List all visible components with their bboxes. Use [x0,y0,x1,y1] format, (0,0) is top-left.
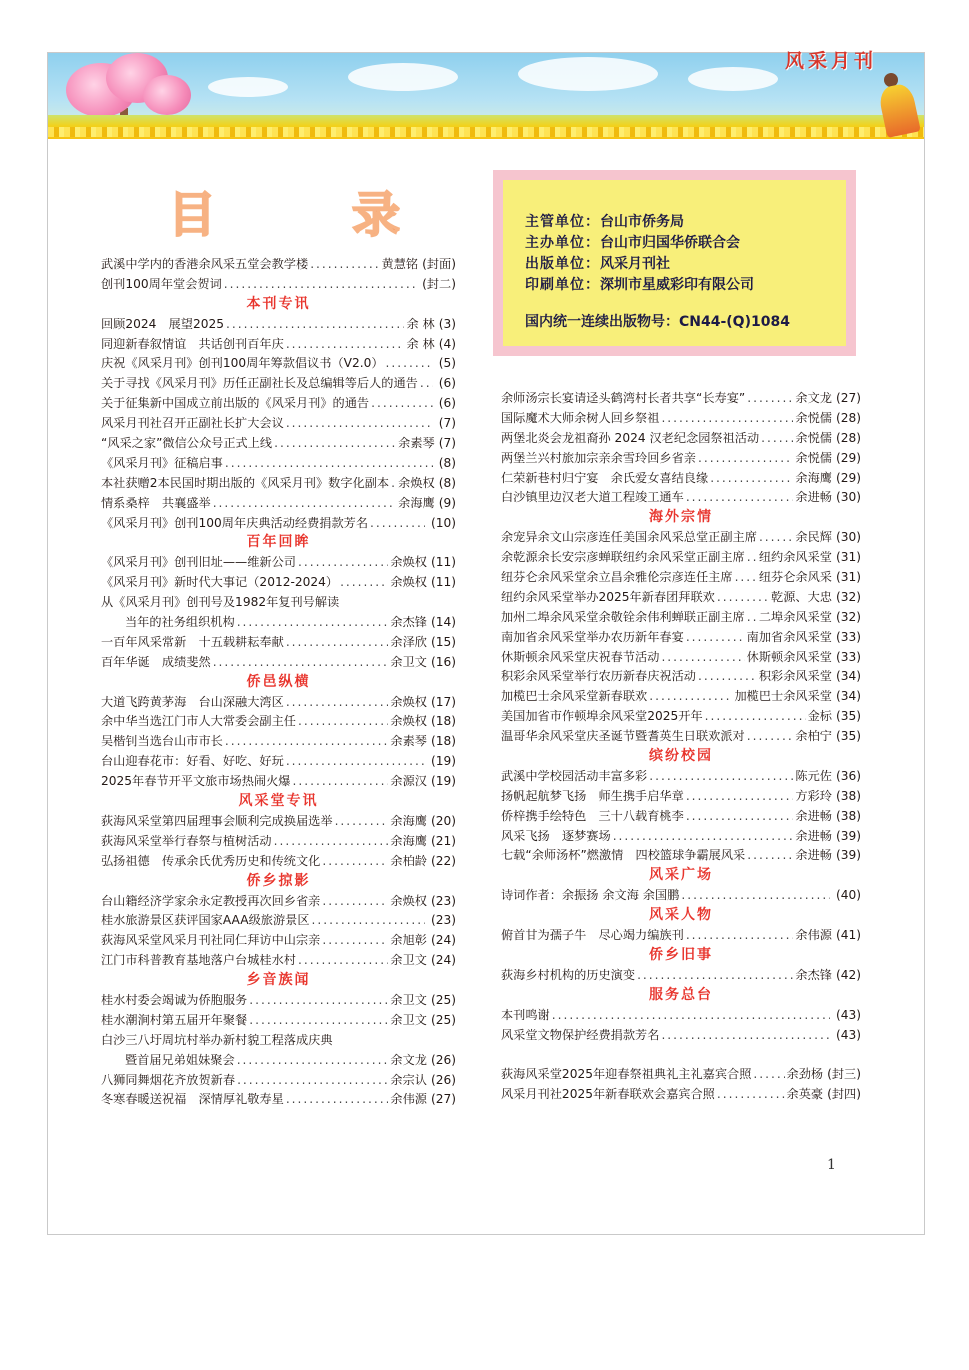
toc-left-column [101,255,456,1110]
supervisor-row: 主管单位：台山市侨务局 [525,214,684,230]
toc-entry[interactable]: 南加省余风采堂举办农历新年春宴 ..... 南加省余风采堂 (33) [501,628,861,648]
toc-entry[interactable]: 休斯顿余风采堂庆祝春节活动 ..... 休斯顿余风采堂 (33) [501,648,861,668]
toc-entry[interactable]: 本社获赠2本民国时期出版的《风采月刊》数字化副本 ..... 余焕权 (8) [101,474,456,494]
toc-entry[interactable]: 江门市科普教育基地落户台城桂水村 ..... 余卫文 (24) [101,951,456,971]
toc-entry[interactable]: 大道飞跨黄茅海 台山深融大湾区 ..... 余焕权 (17) [101,693,456,713]
toc-entry[interactable]: 余中华当选江门市人大常委会副主任 ..... 余焕权 (18) [101,712,456,732]
toc-entry[interactable]: 2025年春节开平文旅市场热闹火爆 ..... 余源汉 (19) [101,772,456,792]
toc-entry[interactable]: 风采月刊社2025年新春联欢会嘉宾合照 ..... 余英豪 (封四) [501,1085,861,1105]
section-heading: 百年回眸 [246,534,311,551]
toc-entry[interactable]: 同迎新春叙情谊 共话创刊百年庆 ..... 余 林 (4) [101,335,456,355]
toc-entry[interactable]: 七载“余师汤杯”燃激情 四校篮球争霸展风采 ..... 余进畅 (39) [501,846,861,866]
toc-right-column [501,389,861,1105]
toc-entry[interactable]: 桂水旅游景区获评国家AAA级旅游景区 ..... (23) [101,911,456,931]
toc-entry[interactable]: 两堡兰兴村旅加宗亲余雪玲回乡省亲 ..... 余悦儒 (29) [501,449,861,469]
toc-entry[interactable]: 《风采月刊》创刊旧址——维新公司 ..... 余焕权 (11) [101,553,456,573]
toc-entry[interactable]: 荻海乡村机构的历史演变 ..... 余杰锋 (42) [501,966,861,986]
toc-entry[interactable]: 弘扬祖德 传承余氏优秀历史和传统文化 ..... 余柏龄 (22) [101,852,456,872]
toc-entry[interactable]: 纽约余风采堂举办2025年新春团拜联欢 ..... 乾源、大忠 (32) [501,588,861,608]
page-number: 1 [827,1157,836,1173]
toc-entry[interactable]: 温哥华余风采堂庆圣诞节暨耆英生日联欢派对 ..... 余柏宁 (35) [501,727,861,747]
toc-entry[interactable]: 《风采月刊》新时代大事记（2012-2024） ..... 余焕权 (11) [101,573,456,593]
toc-entry[interactable]: 仁荣新巷村归宁宴 余氏爱女喜结良缘 ..... 余海鹰 (29) [501,469,861,489]
toc-entry[interactable]: 加榄巴士余风采堂新春联欢 ..... 加榄巴士余风采堂 (34) [501,687,861,707]
toc-entry[interactable]: “风采之家”微信公众号正式上线 ..... 余素琴 (7) [101,434,456,454]
section-heading: 海外宗情 [649,509,713,526]
toc-entry[interactable]: 国际魔术大师余树人回乡祭祖 ..... 余悦儒 (28) [501,409,861,429]
toc-entry[interactable]: 当年的社务组织机构 ..... 余杰锋 (14) [101,613,456,633]
toc-entry[interactable]: 本刊鸣谢 ..... (43) [501,1006,861,1026]
section-heading: 缤纷校园 [649,748,713,765]
toc-entry[interactable]: 侨梓携手绘特色 三十八载育桃李 ..... 余进畅 (38) [501,807,861,827]
toc-entry[interactable]: 余宠异余文山宗彦连任美国余风采总堂正副主席 ..... 余民辉 (30) [501,528,861,548]
toc-title-char-2: 录 [351,186,400,243]
section-heading: 风采广场 [649,867,713,884]
toc-entry[interactable]: 白沙镇里边汉老大道工程竣工通车 ..... 余进畅 (30) [501,488,861,508]
toc-entry[interactable]: 八狮同舞烟花齐放贺新春 ..... 余宗认 (26) [101,1071,456,1091]
toc-entry[interactable]: 俯首甘为孺子牛 尽心竭力编族刊 ..... 余伟源 (41) [501,926,861,946]
toc-entry[interactable]: 百年华诞 成绩斐然 ..... 余卫文 (16) [101,653,456,673]
toc-entry[interactable]: 加州二埠余风采堂余敬铨余伟利蝉联正副主席 ..... 二埠余风采堂 (32) [501,608,861,628]
section-heading: 服务总台 [649,986,713,1003]
toc-entry[interactable]: 暨首届兄弟姐妹聚会 ..... 余文龙 (26) [101,1051,456,1071]
toc-entry[interactable]: 庆祝《风采月刊》创刊100周年筹款倡议书（V2.0） ..... (5) [101,354,456,374]
section-heading: 风采人物 [649,907,713,924]
section-heading: 本刊专讯 [246,295,311,312]
spacer [501,1045,861,1065]
toc-entry[interactable]: 扬帆起航梦飞扬 师生携手启华章 ..... 方彩玲 (38) [501,787,861,807]
toc-entry[interactable]: 武溪中学内的香港余风采五堂会教学楼 ..... 黄慧铭 (封面) [101,255,456,275]
toc-entry[interactable]: 回顾2024 展望2025 ..... 余 林 (3) [101,315,456,335]
toc-entry[interactable]: 吴楷钊当选台山市市长 ..... 余素琴 (18) [101,732,456,752]
toc-entry[interactable]: 关于寻找《风采月刊》历任正副社长及总编辑等后人的通告 ..... (6) [101,374,456,394]
section-heading: 侨邑纵横 [246,673,311,690]
toc-entry[interactable]: 台山迎春花市：好看、好吃、好玩 ..... (19) [101,752,456,772]
toc-entry[interactable]: 武溪中学校园活动丰富多彩 ..... 陈元佐 (36) [501,767,861,787]
toc-entry[interactable]: 余师汤宗长宴请迳头鹤湾村长者共享“长寿宴” ..... 余文龙 (27) [501,389,861,409]
toc-entry[interactable]: 情系桑梓 共襄盛举 ..... 余海鹰 (9) [101,494,456,514]
toc-entry[interactable]: 创刊100周年堂会贺词 ..... (封二) [101,275,456,295]
toc-title-char-1: 目 [168,186,217,243]
sponsor-row: 主办单位：台山市归国华侨联合会 [525,235,740,251]
toc-entry[interactable]: 风采飞扬 逐梦赛场 ..... 余进畅 (39) [501,827,861,847]
toc-entry[interactable]: 台山籍经济学家余永定教授再次回乡省亲 ..... 余焕权 (23) [101,892,456,912]
toc-entry[interactable]: 诗词作者：余振扬 余文海 余国鹏 ..... (40) [501,886,861,906]
toc-entry[interactable]: 美国加省市作顿埠余风采堂2025开年 ..... 金标 (35) [501,707,861,727]
section-heading: 侨乡掠影 [246,872,311,889]
section-heading: 侨乡旧事 [649,946,713,963]
toc-entry[interactable]: 荻海风采堂2025年迎春祭祖典礼主礼嘉宾合照 ..... 余劲杨 (封三) [501,1065,861,1085]
publication-info-box [493,170,856,356]
toc-entry[interactable]: 荻海风采堂举行春祭与植树活动 ..... 余海鹰 (21) [101,832,456,852]
toc-entry[interactable]: 风采堂文物保护经费捐款芳名 ..... (43) [501,1026,861,1046]
section-heading: 风采堂专讯 [238,793,319,810]
cn-number-row: 国内统一连续出版物号：CN44-(Q)1084 [525,314,790,330]
section-heading: 乡音族闻 [246,972,311,989]
toc-entry-title-line[interactable]: 从《风采月刊》创刊号及1982年复刊号解读 [101,595,340,610]
magazine-brand: 风采月刊 [784,50,877,72]
toc-entry[interactable]: 关于征集新中国成立前出版的《风采月刊》的通告 ..... (6) [101,394,456,414]
toc-entry[interactable]: 纽芬仑余风采堂余立昌余雅伦宗彦连任主席 ..... 纽芬仑余风采 (31) [501,568,861,588]
toc-entry[interactable]: 荻海风采堂第四届理事会顺利完成换届选举 ..... 余海鹰 (20) [101,812,456,832]
toc-entry[interactable]: 《风采月刊》创刊100周年庆典活动经费捐款芳名 ..... (10) [101,514,456,534]
toc-entry[interactable]: 荻海风采堂风采月刊社同仁拜访中山宗亲 ..... 余旭彰 (24) [101,931,456,951]
toc-entry[interactable]: 两堡北炎会龙祖裔孙 2024 汉老纪念园祭祖活动 ..... 余悦儒 (28) [501,429,861,449]
toc-entry[interactable]: 桂水潮涧村第五届开年聚餐 ..... 余卫文 (25) [101,1011,456,1031]
toc-title [168,182,400,243]
toc-entry[interactable]: 风采月刊社召开正副社长扩大会议 ..... (7) [101,414,456,434]
toc-entry-title-line[interactable]: 白沙三八圩周坑村举办新村貌工程落成庆典 [101,1032,333,1047]
toc-entry[interactable]: 桂水村委会竭诚为侨胞服务 ..... 余卫文 (25) [101,991,456,1011]
toc-entry[interactable]: 一百年风采常新 十五载耕耘奉献 ..... 余泽欣 (15) [101,633,456,653]
toc-entry[interactable]: 冬寒春暖送祝福 深情厚礼敬寿星 ..... 余伟源 (27) [101,1090,456,1110]
publisher-row: 出版单位：风采月刊社 [525,256,670,272]
toc-entry[interactable]: 积彩余风采堂举行农历新春庆祝活动 ..... 积彩余风采堂 (34) [501,667,861,687]
toc-entry[interactable]: 余乾源余长安宗彦蝉联纽约余风采堂正副主席 ..... 纽约余风采堂 (31) [501,548,861,568]
toc-entry[interactable]: 《风采月刊》征稿启事 ..... (8) [101,454,456,474]
printer-row: 印刷单位：深圳市星威彩印有限公司 [525,277,754,293]
